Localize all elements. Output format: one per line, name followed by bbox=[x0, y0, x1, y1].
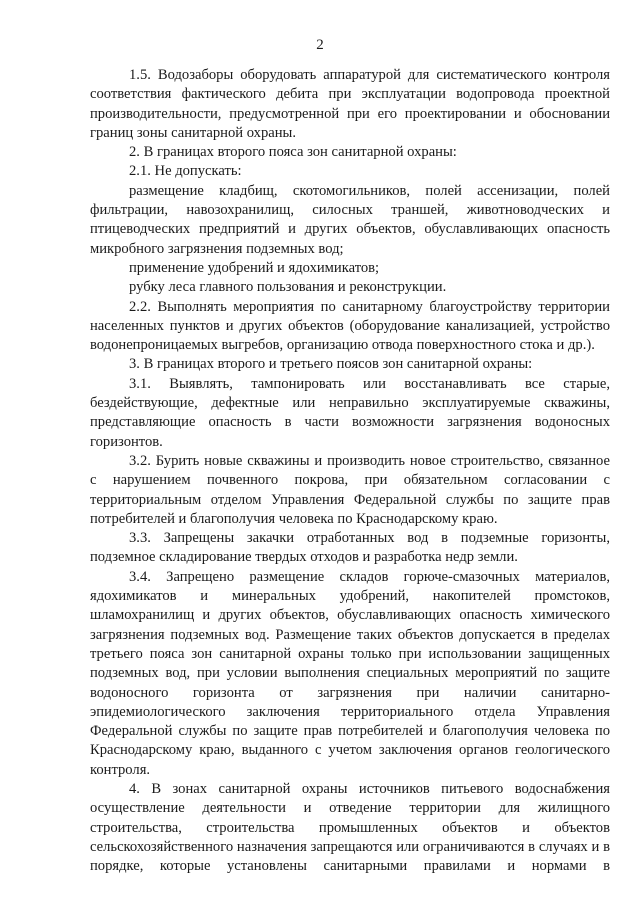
paragraph-3-2: 3.2. Бурить новые скважины и производить новое строительство, связанное с нарушением почвенного покрова, при обязательном согласовании с территориальным отделом Управления Федеральной службы по защите прав потребителей и благополучия человека по Краснодарскому краю. bbox=[90, 452, 610, 527]
paragraph-3-3: 3.3. Запрещены закачки отработанных вод в подземные горизонты, подземное складирование твердых отходов и разработка недр земли. bbox=[90, 530, 610, 566]
paragraph-2-1-item-3: рубку леса главного пользования и реконструкции. bbox=[129, 279, 447, 296]
paragraph-2-1: 2.1. Не допускать: bbox=[129, 163, 242, 180]
paragraph-2-2: 2.2. Выполнять мероприятия по санитарному благоустройству территории населенных пунктов и других объектов (оборудование канализацией, устройство водонепроницаемых выгребов, организацию отвода поверхностного стока и др.). bbox=[90, 298, 610, 354]
paragraph-2-1-item-2: применение удобрений и ядохимикатов; bbox=[129, 259, 380, 276]
paragraph-2-1-item-1: размещение кладбищ, скотомогильников, полей ассенизации, полей фильтрации, навозохранилищ, силосных траншей, животноводческих и птицеводческих предприятий и других объектов, обуславливающих опасность микробного загрязнения подземных вод; bbox=[90, 182, 610, 257]
paragraph-3-1: 3.1. Выявлять, тампонировать или восстанавливать все старые, бездействующие, дефектные или неправильно эксплуатируемые скважины, представляющие опасность в части возможности загрязнения водоносных горизонтов. bbox=[90, 375, 610, 450]
paragraph-1-5: 1.5. Водозаборы оборудовать аппаратурой для систематического контроля соответствия фактического дебита при эксплуатации водопровода проектной производительности, предусмотренной при его проектировании и обосновании границ зоны санитарной охраны. bbox=[90, 67, 610, 141]
document-body bbox=[90, 66, 610, 876]
page-number: 2 bbox=[316, 37, 324, 53]
paragraph-3: 3. В границах второго и третьего поясов зон санитарной охраны: bbox=[129, 356, 533, 373]
paragraph-4: 4. В зонах санитарной охраны источников питьевого водоснабжения осуществление деятельности и отведение территории для жилищного строительства, строительства промышленных объектов и объектов сельскохозяйственного назначения запрещаются или ограничиваются в случаях и в порядке, которые установлены санитарными правилами и нормами в bbox=[90, 780, 610, 875]
paragraph-3-4: 3.4. Запрещено размещение складов горюче-смазочных материалов, ядохимикатов и минеральных удобрений, накопителей промстоков, шламохранилищ и других объектов, обуславливающих опасность химического загрязнения подземных вод. Размещение таких объектов допускается в пределах третьего пояса зон санитарной охраны только при использовании защищенных подземных вод, при условии выполнения специальных мероприятий по защите водоносного горизонта от загрязнения при наличии санитарно-эпидемиологического заключения территориального отдела Управления Федеральной службы по защите прав потребителей и благополучия человека по Краснодарскому краю, выданного с учетом заключения органов геологического контроля. bbox=[90, 568, 610, 778]
paragraph-2: 2. В границах второго пояса зон санитарной охраны: bbox=[129, 144, 457, 161]
